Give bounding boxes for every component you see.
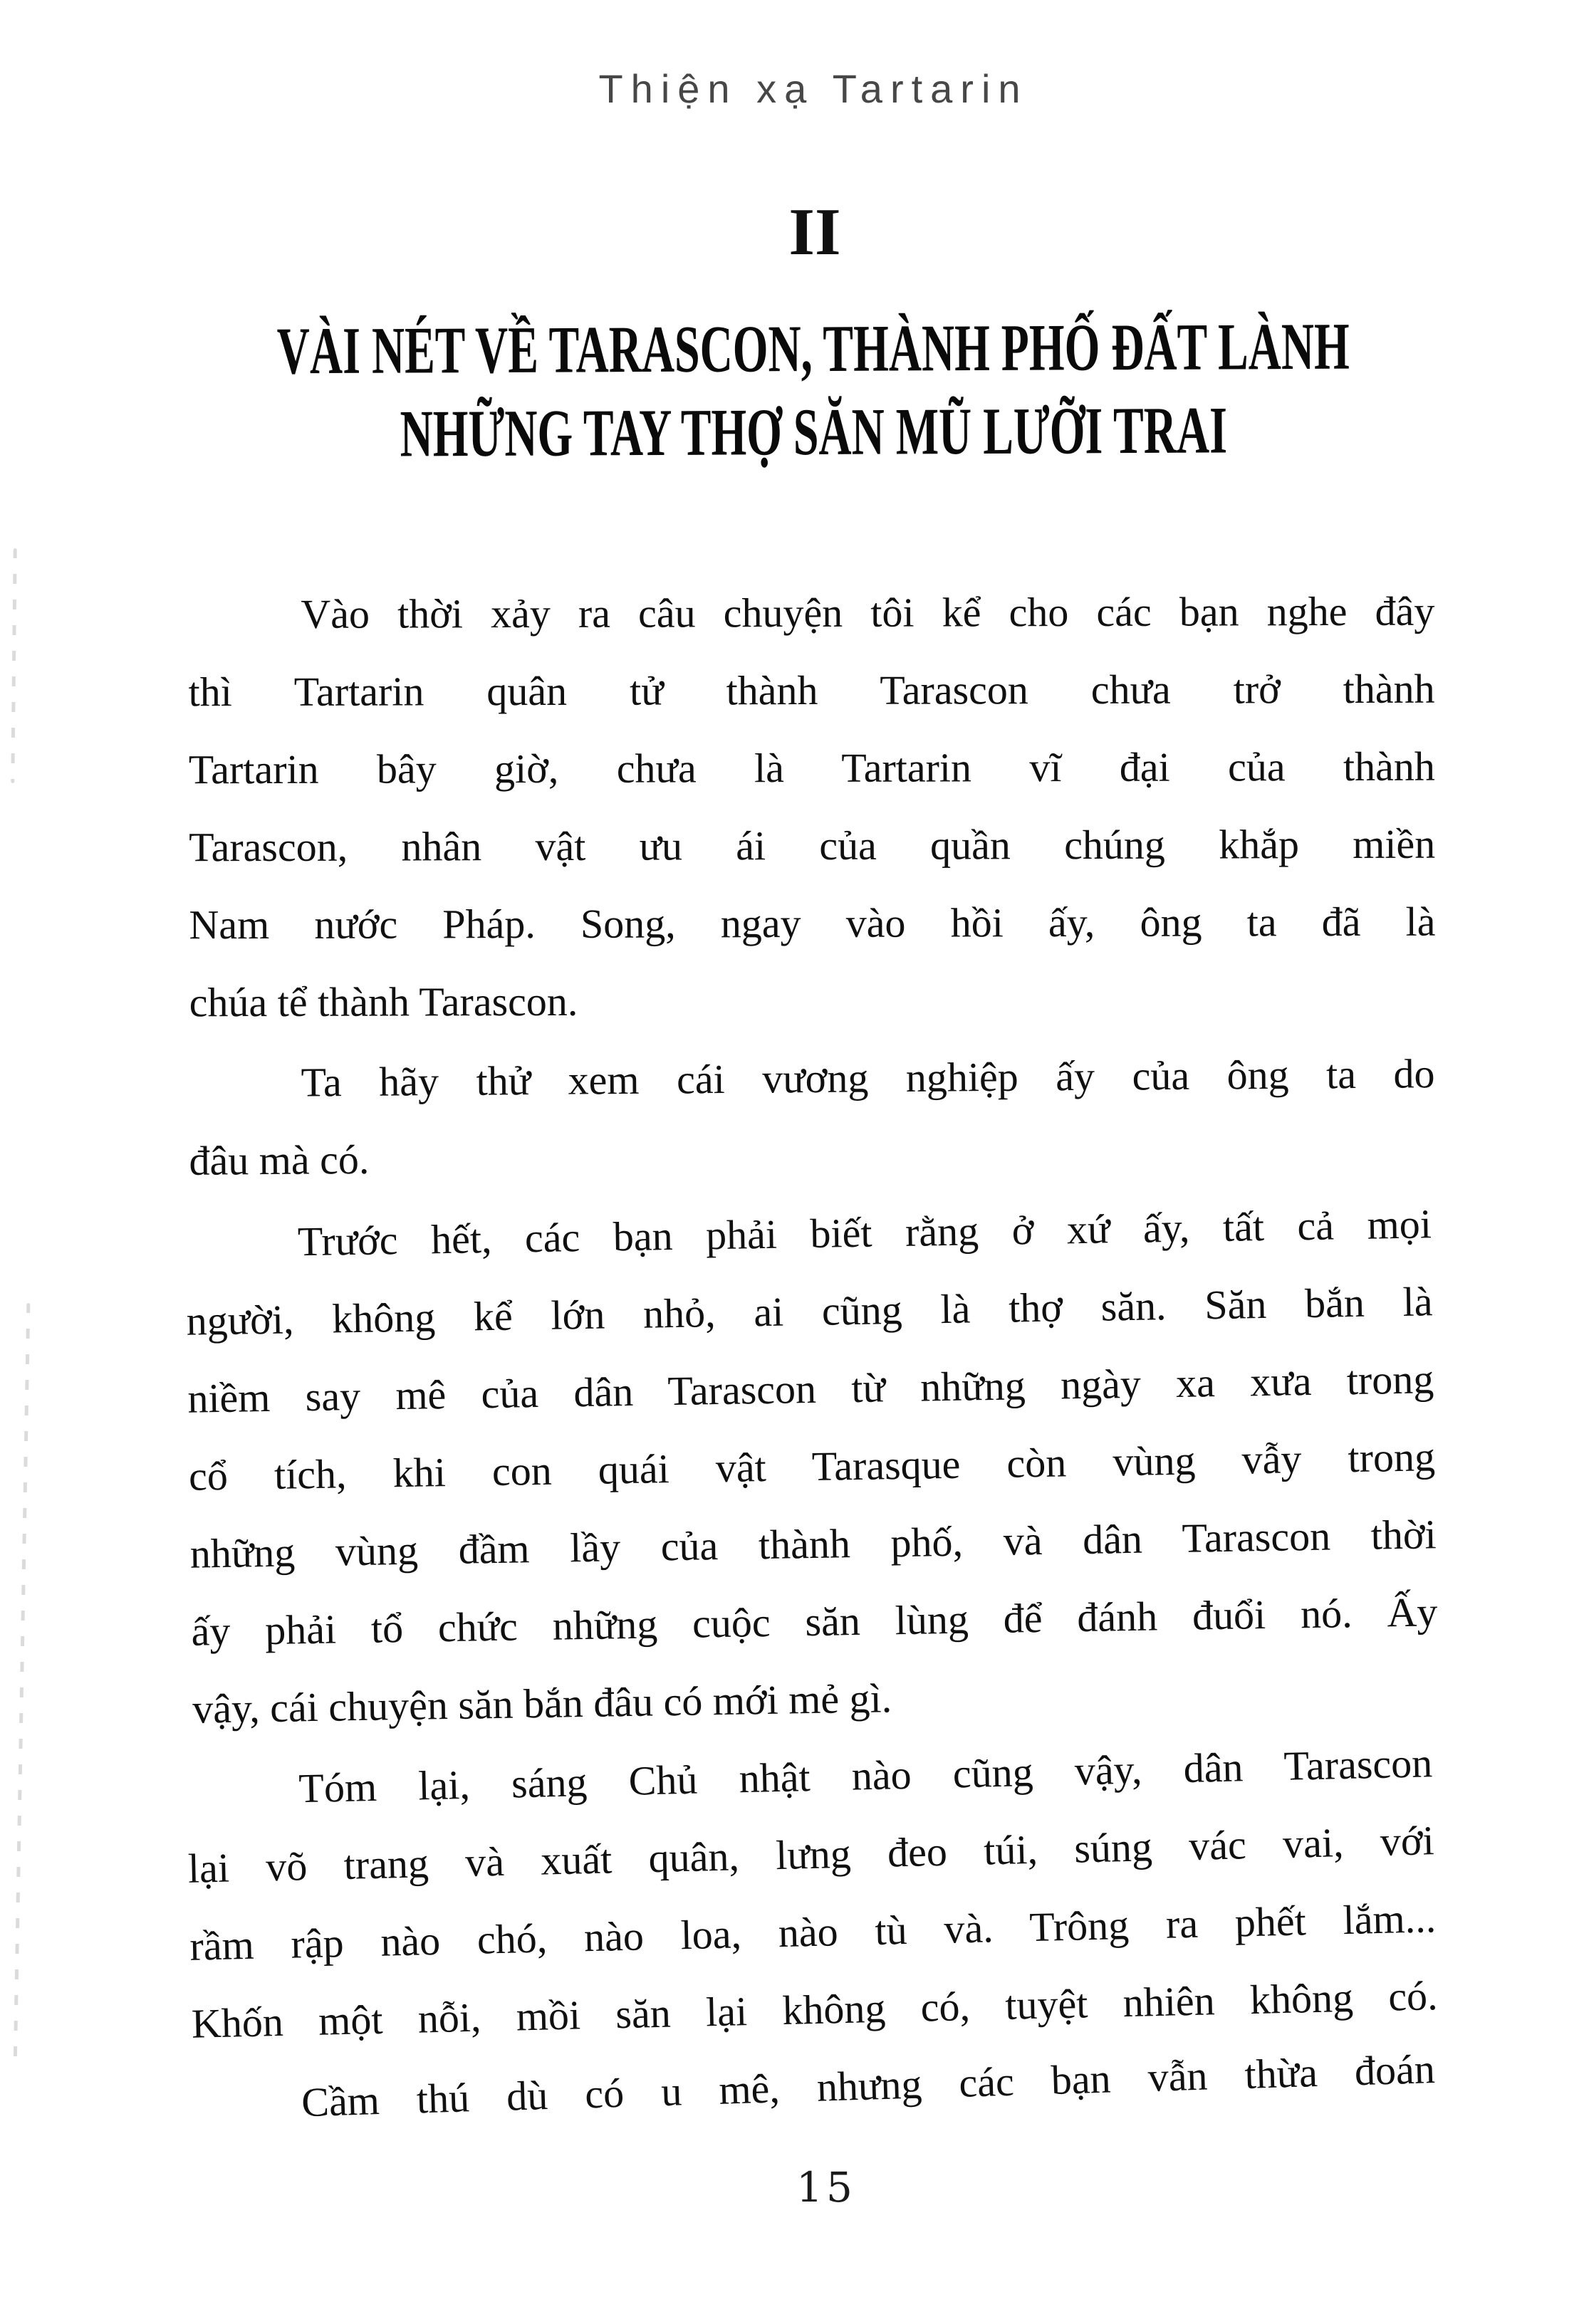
text-line: lại võ trang và xuất quân, lưng đeo túi, súng vác vai, với [187, 1817, 1435, 1892]
paragraph [184, 1185, 1439, 1747]
chapter-title-line-1: VÀI NÉT VỀ TARASCON, THÀNH PHỐ ĐẤT LÀNH [276, 309, 1350, 389]
chapter-title [21, 304, 1584, 478]
text-line: Khốn một nỗi, mồi săn lại không có, tuyệt nhiên không có. [191, 1972, 1439, 2047]
chapter-number: II [788, 195, 841, 269]
text-line: thì Tartarin quân tử thành Tarascon chưa trở thành [188, 665, 1435, 716]
page-number: 15 [796, 2163, 856, 2212]
text-line: Tarascon, nhân vật ưu ái của quần chúng khắp miền [189, 820, 1436, 871]
body-text [186, 574, 1439, 2126]
scan-artifact-line [14, 1303, 31, 2068]
text-line: người, không kể lớn nhỏ, ai cũng là thợ săn. Săn bắn là [186, 1278, 1433, 1344]
text-line: ấy phải tổ chức những cuộc săn lùng để đánh đuổi nó. Ấy [191, 1588, 1438, 1655]
scan-artifact-line [11, 548, 16, 783]
paragraph [185, 1724, 1438, 2063]
text-line: Vào thời xảy ra câu chuyện tôi kể cho các bạn nghe đây [301, 587, 1435, 637]
text-line: rầm rập nào chó, nào loa, nào tù và. Trông ra phết lắm... [189, 1895, 1437, 1969]
text-line: Nam nước Pháp. Song, ngay vào hồi ấy, ông ta đã là [189, 898, 1436, 948]
text-line: Tartarin bây giờ, chưa là Tartarin vĩ đại của thành [188, 743, 1435, 793]
text-line: niềm say mê của dân Tarascon từ những ngày xa xưa trong [187, 1356, 1434, 1422]
text-line: Ta hãy thử xem cái vương nghiệp ấy của ông ta do [301, 1050, 1435, 1106]
paragraph [188, 572, 1436, 1042]
text-line: cổ tích, khi con quái vật Tarasque còn vùng vẫy trong [188, 1433, 1436, 1499]
text-line: Tóm lại, sáng Chủ nhật nào cũng vậy, dân Tarascon [298, 1739, 1433, 1812]
chapter-title-line-2: NHỮNG TAY THỢ SĂN MŨ LƯỠI TRAI [400, 393, 1228, 471]
running-header: Thiện xạ Tartarin [598, 66, 1028, 111]
text-line: Trước hết, các bạn phải biết rằng ở xứ ấy, tất cả mọi [297, 1200, 1432, 1265]
text-line: vậy, cái chuyện săn bắn đâu có mới mẻ gì. [192, 1675, 892, 1732]
text-line: chúa tể thành Tarascon. [189, 978, 578, 1026]
paragraph [188, 1035, 1436, 1200]
text-line: đâu mà có. [189, 1136, 370, 1184]
text-line: những vùng đầm lầy của thành phố, và dân Tarascon thời [189, 1511, 1437, 1577]
text-line: Cầm thú dù có u mê, nhưng các bạn vẫn thừa đoán [301, 2046, 1436, 2126]
